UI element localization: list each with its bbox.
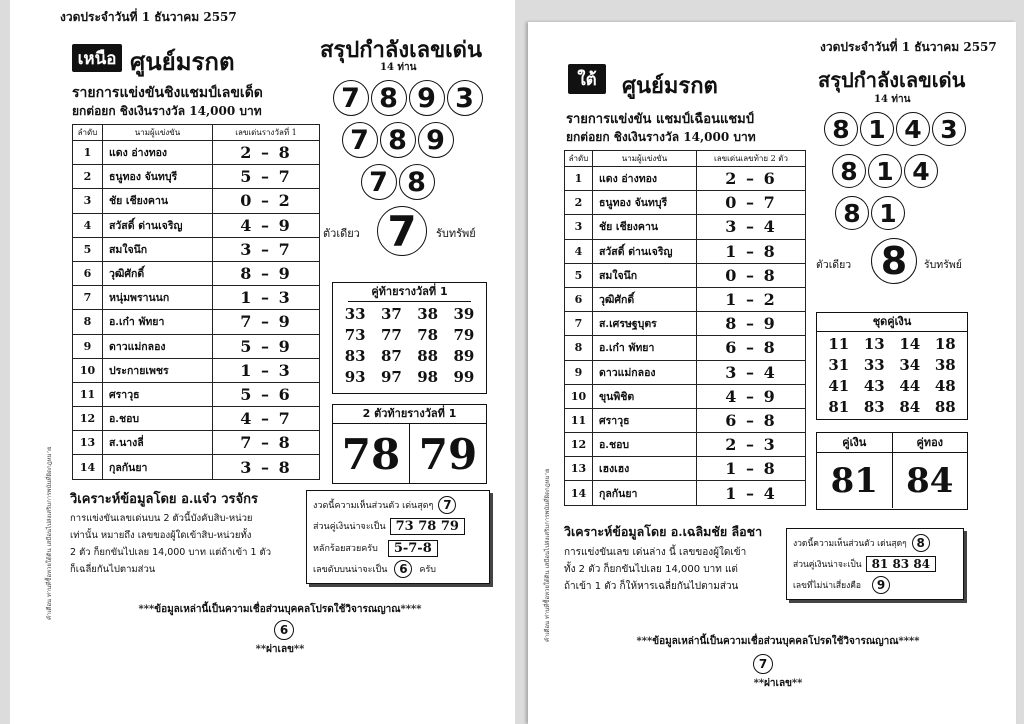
table-row	[565, 191, 806, 215]
rank-cell: 14	[565, 481, 593, 505]
two-digit-box	[332, 404, 487, 484]
pair-number: 38	[934, 356, 956, 374]
zone-badge: ใต้	[568, 64, 606, 94]
number-cell: 0 – 7	[697, 191, 806, 215]
rank-cell: 9	[73, 334, 103, 358]
name-cell: ดาวแม่กลอง	[593, 360, 697, 384]
pairs-box	[816, 312, 968, 420]
table-row	[565, 215, 806, 239]
pair-number: 88	[417, 347, 439, 365]
big-pair-1: 78	[333, 424, 410, 484]
pair-number: 11	[828, 335, 850, 353]
pair-number: 87	[380, 347, 402, 365]
pairs-box	[332, 282, 487, 394]
info-label: เลขที่ไม่น่าเสี่ยงคือ	[793, 581, 862, 591]
analysis-text	[70, 510, 271, 578]
number-cell: 1 – 8	[697, 457, 806, 481]
name-cell: สมใจนึก	[593, 263, 697, 287]
table-row	[73, 165, 320, 189]
contest-title: รายการแข่งขันชิงแชมป์เลขเด็ด	[72, 85, 263, 101]
pair-number: 84	[899, 398, 921, 416]
contestant-table	[564, 150, 806, 506]
circle-digit: 8	[399, 164, 435, 200]
gold-pair-label: คู่ทอง	[916, 436, 944, 449]
circle-digit: 4	[896, 112, 930, 146]
circle-digit: 8	[371, 80, 407, 116]
rank-cell: 12	[565, 433, 593, 457]
circle-digit: 8	[380, 122, 416, 158]
contestant-table	[72, 124, 320, 480]
pair-number: 78	[417, 326, 439, 344]
name-cell: ศราวุธ	[103, 382, 213, 406]
rank-cell: 12	[73, 407, 103, 431]
table-row	[73, 261, 320, 285]
single-label: ตัวเดียว	[323, 227, 360, 240]
money-pair-label: คู่เงิน	[817, 433, 893, 452]
single-digit-circle: 8	[871, 238, 917, 284]
analysis-line: เท่านั้น หมายถึง เลขของผู้ใดเข้าสิบ-หน่วยทั้ง	[70, 530, 252, 541]
pair-number: 14	[899, 335, 921, 353]
rank-cell: 7	[73, 286, 103, 310]
info-box	[786, 528, 964, 600]
right-page	[528, 22, 1016, 724]
info-digit-circle: 6	[394, 560, 412, 578]
number-cell: 5 – 6	[213, 382, 320, 406]
number-cell: 4 – 9	[213, 213, 320, 237]
col-name: นามผู้แข่งขัน	[103, 125, 213, 141]
analysis-line: ก็เฉลี่ยกันไปตามส่วน	[70, 564, 156, 575]
pair-number: 83	[863, 398, 885, 416]
info-label: ส่วนคู่เงินน่าจะเป็น	[313, 522, 386, 532]
circle-digit: 7	[333, 80, 369, 116]
table-row	[565, 360, 806, 384]
number-cell: 1 – 8	[697, 239, 806, 263]
rank-cell: 5	[73, 237, 103, 261]
two-digit-title: 2 ตัวท้ายรางวัลที่ 1	[333, 405, 486, 424]
name-cell: แดง อ่างทอง	[103, 141, 213, 165]
number-cell: 3 – 4	[697, 360, 806, 384]
pair-number: 33	[863, 356, 885, 374]
gold-pair: 84	[906, 460, 954, 501]
draw-date: งวดประจำวันที่ 1 ธันวาคม 2557	[60, 10, 237, 24]
info-digit-circle: 8	[912, 534, 930, 552]
number-cell: 3 – 4	[697, 215, 806, 239]
number-cell: 3 – 8	[213, 455, 320, 479]
side-note: คำเตือน ท่านที่ซื้อหวยใต้ดิน เสมือนไปส่งเสริมการพนันที่ผิดกฎหมาย	[544, 468, 551, 642]
name-cell: ธนูทอง จันทบุรี	[103, 165, 213, 189]
pair-number: 88	[934, 398, 956, 416]
info-value: 5-7-8	[388, 540, 438, 557]
name-cell: อ.เก๋า พัทยา	[593, 336, 697, 360]
number-cell: 3 – 7	[213, 237, 320, 261]
circle-digit: 7	[361, 164, 397, 200]
rank-cell: 3	[565, 215, 593, 239]
circle-digit: 1	[871, 196, 905, 230]
info-label: ส่วนคู่เงินน่าจะเป็น	[793, 560, 862, 570]
money-gold-box	[816, 432, 968, 510]
rank-cell: 13	[73, 431, 103, 455]
pair-number: 37	[380, 305, 402, 323]
number-cell: 6 – 8	[697, 336, 806, 360]
pair-number: 43	[863, 377, 885, 395]
pairs-grid	[333, 302, 486, 390]
number-cell: 6 – 8	[697, 408, 806, 432]
table-row	[73, 431, 320, 455]
analysis-title: วิเคราะห์ข้อมูลโดย อ.เฉลิมชัย ลือชา	[564, 524, 763, 539]
number-cell: 4 – 9	[697, 384, 806, 408]
circle-digit: 8	[835, 196, 869, 230]
analysis-line: 2 ตัว ก็ยกขันไปเลย 14,000 บาท แต่ถ้าเข้า 1 ตัว	[70, 547, 272, 558]
table-row	[73, 334, 320, 358]
name-cell: เฮงเฮง	[593, 457, 697, 481]
summary-count: 14 ท่าน	[380, 62, 417, 73]
name-cell: สวัสดิ์ ด่านเจริญ	[593, 239, 697, 263]
table-row	[73, 455, 320, 479]
rank-cell: 11	[73, 382, 103, 406]
single-digit-circle: 7	[377, 206, 427, 256]
table-row	[73, 310, 320, 334]
number-cell: 1 – 3	[213, 358, 320, 382]
pair-number: 97	[380, 368, 402, 386]
rank-cell: 10	[73, 358, 103, 382]
name-cell: กุลกันยา	[103, 455, 213, 479]
number-cell: 0 – 2	[213, 189, 320, 213]
contest-prize: ยกต่อยก ชิงเงินรางวัล 14,000 บาท	[72, 104, 262, 118]
name-cell: ส.นางลี่	[103, 431, 213, 455]
summary-count: 14 ท่าน	[874, 94, 911, 105]
table-row	[565, 167, 806, 191]
name-cell: ชัย เชียงคาน	[593, 215, 697, 239]
analysis-line: ถ้าเข้า 1 ตัว ก็ให้หารเฉลี่ยกันไปตามส่วน	[564, 581, 739, 592]
name-cell: ศราวุธ	[593, 408, 697, 432]
single-label: ตัวเดียว	[816, 259, 852, 271]
pair-number: 98	[417, 368, 439, 386]
circle-digit: 1	[860, 112, 894, 146]
table-row	[565, 384, 806, 408]
pair-number: 31	[828, 356, 850, 374]
name-cell: กุลกันยา	[593, 481, 697, 505]
rank-cell: 11	[565, 408, 593, 432]
rank-cell: 1	[565, 167, 593, 191]
rank-cell: 8	[565, 336, 593, 360]
analysis-line: การแข่งขันเลขเด่นบน 2 ตัวนี้บังคับสิบ-หน่วย	[70, 513, 253, 524]
pairs-grid	[817, 332, 967, 420]
analysis-line: การแข่งขันเลข เด่นล่าง นี้ เลขของผู้ใดเข้า	[564, 547, 747, 558]
pairs-title: ชุดคู่เงิน	[817, 313, 967, 332]
circle-digit: 8	[832, 154, 866, 188]
name-cell: สมใจนึก	[103, 237, 213, 261]
rank-cell: 6	[565, 287, 593, 311]
table-row	[73, 407, 320, 431]
draw-date: งวดประจำวันที่ 1 ธันวาคม 2557	[820, 40, 997, 54]
rank-cell: 4	[73, 213, 103, 237]
name-cell: อ.ชอบ	[593, 433, 697, 457]
pairs-title: คู่ท้ายรางวัลที่ 1	[348, 283, 470, 302]
table-row	[73, 237, 320, 261]
rank-cell: 2	[565, 191, 593, 215]
name-cell: อ.ชอบ	[103, 407, 213, 431]
table-row	[565, 287, 806, 311]
rank-cell: 3	[73, 189, 103, 213]
side-note: คำเตือน ท่านที่ซื้อหวยใต้ดิน เสมือนไปส่งเสริมการพนันที่ผิดกฎหมาย	[46, 446, 53, 620]
contest-title: รายการแข่งขัน แชมป์เฉือนแชมป์	[566, 112, 755, 127]
table-row	[73, 213, 320, 237]
pair-number: 44	[899, 377, 921, 395]
info-value: 73 78 79	[390, 518, 465, 535]
disclaimer: ***ข้อมูลเหล่านี้เป็นความเชื่อส่วนบุคคลโปรดใช้วิจารณญาณ****	[636, 636, 920, 647]
pair-number: 77	[380, 326, 402, 344]
rank-cell: 9	[565, 360, 593, 384]
name-cell: อ.เก๋า พัทยา	[103, 310, 213, 334]
pair-number: 89	[453, 347, 475, 365]
name-cell: แดง อ่างทอง	[593, 167, 697, 191]
circle-digit: 8	[824, 112, 858, 146]
analysis-title: วิเคราะห์ข้อมูลโดย อ.แจ๋ว วรจักร	[70, 492, 258, 507]
circle-digit: 1	[868, 154, 902, 188]
number-cell: 7 – 8	[213, 431, 320, 455]
rank-cell: 4	[565, 239, 593, 263]
pair-number: 41	[828, 377, 850, 395]
pair-number: 18	[934, 335, 956, 353]
footer-brand: **ผ่าเลข**	[753, 678, 803, 689]
pair-number: 83	[344, 347, 366, 365]
table-row	[565, 457, 806, 481]
number-cell: 4 – 7	[213, 407, 320, 431]
rank-cell: 8	[73, 310, 103, 334]
info-value: 81 83 84	[866, 556, 936, 572]
info-label: เลขดับบนน่าจะเป็น	[313, 565, 388, 575]
circle-row-4	[810, 112, 980, 146]
summary-title: สรุปกำลังเลขเด่น	[818, 68, 966, 92]
table-row	[73, 286, 320, 310]
table-row	[565, 239, 806, 263]
col-rank: ลำดับ	[565, 151, 593, 167]
name-cell: ส.เศรษฐบุตร	[593, 312, 697, 336]
name-cell: วุฒิศักดิ์	[593, 287, 697, 311]
circle-digit: 7	[342, 122, 378, 158]
table-row	[73, 141, 320, 165]
pair-number: 34	[899, 356, 921, 374]
circle-digit: 9	[418, 122, 454, 158]
pair-number: 93	[344, 368, 366, 386]
number-cell: 5 – 9	[213, 334, 320, 358]
table-row	[73, 382, 320, 406]
single-suffix: รับทรัพย์	[436, 227, 476, 240]
table-row	[565, 481, 806, 505]
number-cell: 8 – 9	[697, 312, 806, 336]
number-cell: 2 – 6	[697, 167, 806, 191]
name-cell: สวัสดิ์ ด่านเจริญ	[103, 213, 213, 237]
pair-number: 79	[453, 326, 475, 344]
name-cell: ประกายเพชร	[103, 358, 213, 382]
circle-digit: 9	[409, 80, 445, 116]
table-row	[73, 189, 320, 213]
analysis-text	[564, 544, 746, 595]
pair-number: 48	[934, 377, 956, 395]
big-pair-2: 79	[418, 429, 478, 479]
circle-row-4	[320, 80, 495, 116]
number-cell: 1 – 2	[697, 287, 806, 311]
name-cell: วุฒิศักดิ์	[103, 261, 213, 285]
single-suffix: รับทรัพย์	[924, 259, 962, 271]
rank-cell: 2	[73, 165, 103, 189]
money-pair: 81	[817, 453, 893, 508]
col-rank: ลำดับ	[73, 125, 103, 141]
table-row	[565, 263, 806, 287]
rank-cell: 1	[73, 141, 103, 165]
contest-prize: ยกต่อยก ชิงเงินรางวัล 14,000 บาท	[566, 130, 756, 144]
name-cell: ชัย เชียงคาน	[103, 189, 213, 213]
zone-badge: เหนือ	[72, 44, 122, 72]
info-box	[306, 490, 490, 584]
number-cell: 8 – 9	[213, 261, 320, 285]
center-title: ศูนย์มรกต	[622, 73, 718, 99]
table-row	[565, 312, 806, 336]
pair-number: 38	[417, 305, 439, 323]
left-page	[10, 0, 515, 724]
info-label: งวดนี้ความเห็นส่วนตัว เด่นสุดๆ	[793, 539, 907, 549]
number-cell: 1 – 3	[213, 286, 320, 310]
center-title: ศูนย์มรกต	[130, 47, 235, 76]
footer-brand: **ผ่าเลข**	[255, 644, 305, 655]
page-number: 6	[274, 620, 294, 640]
name-cell: หนุ่มพรานนก	[103, 286, 213, 310]
number-cell: 2 – 3	[697, 433, 806, 457]
circle-row-3	[810, 154, 960, 188]
page-number: 7	[753, 654, 773, 674]
pair-number: 99	[453, 368, 475, 386]
rank-cell: 13	[565, 457, 593, 481]
circle-row-2	[810, 196, 930, 230]
table-row	[565, 408, 806, 432]
number-cell: 0 – 8	[697, 263, 806, 287]
pair-number: 73	[344, 326, 366, 344]
info-digit-circle: 7	[438, 496, 456, 514]
pair-number: 81	[828, 398, 850, 416]
rank-cell: 14	[73, 455, 103, 479]
pair-number: 39	[453, 305, 475, 323]
info-digit-circle: 9	[872, 576, 890, 594]
name-cell: ขุนพิชิต	[593, 384, 697, 408]
rank-cell: 10	[565, 384, 593, 408]
number-cell: 2 – 8	[213, 141, 320, 165]
info-label: งวดนี้ความเห็นส่วนตัว เด่นสุดๆ	[313, 501, 434, 511]
circle-row-2	[320, 164, 475, 200]
info-label: หลักร้อยสวยครับ	[313, 544, 378, 554]
circle-row-3	[320, 122, 475, 158]
disclaimer: ***ข้อมูลเหล่านี้เป็นความเชื่อส่วนบุคคลโปรดใช้วิจารณญาณ****	[138, 604, 422, 615]
rank-cell: 5	[565, 263, 593, 287]
name-cell: ดาวแม่กลอง	[103, 334, 213, 358]
table-row	[565, 433, 806, 457]
analysis-line: ทั้ง 2 ตัว ก็ยกขันไปเลย 14,000 บาท แต่	[564, 564, 738, 575]
number-cell: 7 – 9	[213, 310, 320, 334]
pair-number: 13	[863, 335, 885, 353]
number-cell: 1 – 4	[697, 481, 806, 505]
col-name: นามผู้แข่งขัน	[593, 151, 697, 167]
circle-digit: 3	[447, 80, 483, 116]
rank-cell: 7	[565, 312, 593, 336]
circle-digit: 3	[932, 112, 966, 146]
info-suffix: ครับ	[419, 565, 436, 575]
pair-number: 33	[344, 305, 366, 323]
table-row	[565, 336, 806, 360]
rank-cell: 6	[73, 261, 103, 285]
summary-title: สรุปกำลังเลขเด่น	[320, 37, 482, 63]
name-cell: ธนูทอง จันทบุรี	[593, 191, 697, 215]
col-number: เลขเด่นเลขท้าย 2 ตัว	[697, 151, 806, 167]
number-cell: 5 – 7	[213, 165, 320, 189]
table-row	[73, 358, 320, 382]
circle-digit: 4	[904, 154, 938, 188]
col-number: เลขเด่นรางวัลที่ 1	[213, 125, 320, 141]
